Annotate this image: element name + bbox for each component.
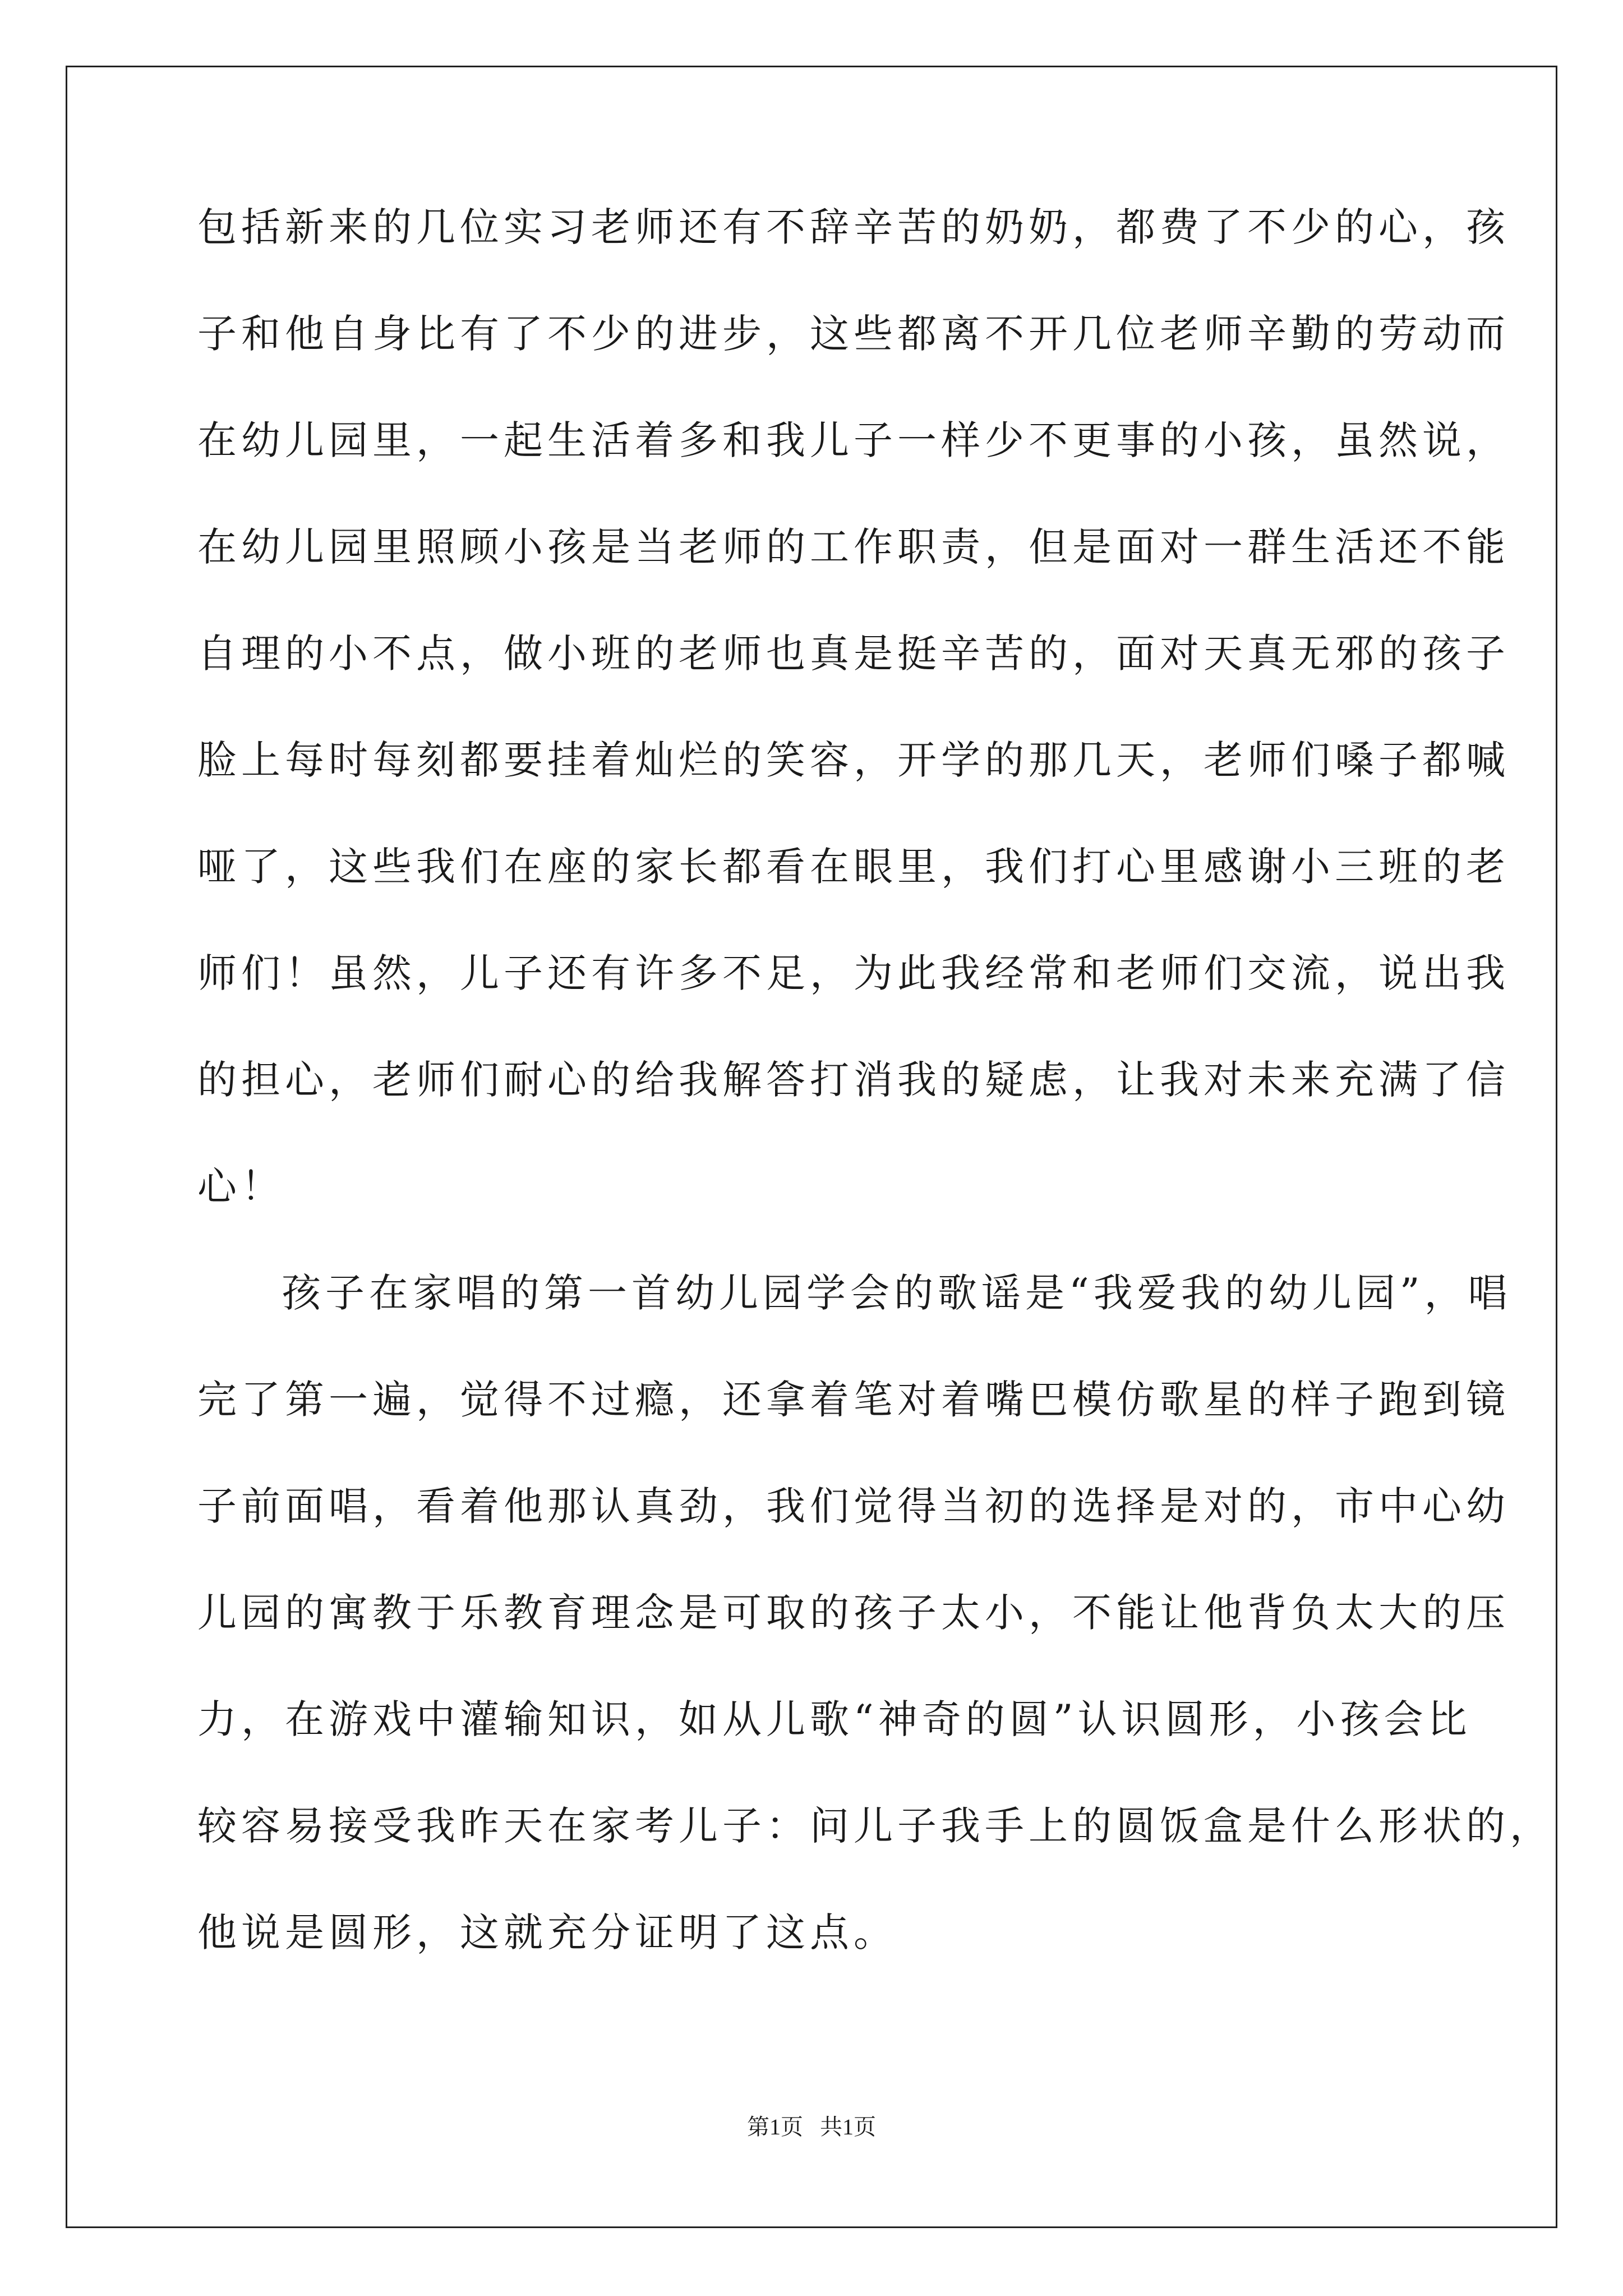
text-line: 的担心，老师们耐心的给我解答打消我的疑虑，让我对未来充满了信	[197, 1057, 1510, 1103]
paragraph-2	[197, 1270, 1553, 1955]
text-line: 脸上每时每刻都要挂着灿烂的笑容，开学的那几天，老师们嗓子都喊	[197, 737, 1510, 783]
text-line: 完了第一遍，觉得不过瘾，还拿着笔对着嘴巴模仿歌星的样子跑到镜	[197, 1377, 1510, 1423]
page-footer	[0, 2115, 1623, 2139]
page-number: 第1页	[747, 2114, 803, 2139]
text-line: 包括新来的几位实习老师还有不辞辛苦的奶奶，都费了不少的心，孩	[197, 204, 1510, 250]
text-line: 子和他自身比有了不少的进步，这些都离不开几位老师辛勤的劳动而	[197, 311, 1510, 357]
document-body	[197, 204, 1553, 2019]
page-total: 共1页	[820, 2114, 876, 2139]
text-line: 自理的小不点，做小班的老师也真是挺辛苦的，面对天真无邪的孩子	[197, 631, 1510, 677]
text-line: 较容易接受我昨天在家考儿子：问儿子我手上的圆饭盒是什么形状的，	[197, 1803, 1553, 1849]
text-line: 子前面唱，看着他那认真劲，我们觉得当初的选择是对的，市中心幼	[197, 1483, 1510, 1529]
text-line: 儿园的寓教于乐教育理念是可取的孩子太小，不能让他背负太大的压	[197, 1590, 1510, 1636]
text-line: 在幼儿园里，一起生活着多和我儿子一样少不更事的小孩，虽然说，	[197, 417, 1510, 463]
text-line: 孩子在家唱的第一首幼儿园学会的歌谣是“我爱我的幼儿园”，唱	[282, 1270, 1512, 1316]
text-line: 心！	[197, 1163, 285, 1209]
text-line: 哑了，这些我们在座的家长都看在眼里，我们打心里感谢小三班的老	[197, 844, 1510, 890]
text-line: 力，在游戏中灌输知识，如从儿歌“神奇的圆”认识圆形，小孩会比	[197, 1696, 1472, 1742]
text-line: 师们！虽然，儿子还有许多不足，为此我经常和老师们交流，说出我	[197, 950, 1510, 996]
text-line: 在幼儿园里照顾小孩是当老师的工作职责，但是面对一群生活还不能	[197, 524, 1510, 570]
paragraph-1	[197, 204, 1510, 1209]
text-line: 他说是圆形，这就充分证明了这点。	[197, 1910, 897, 1955]
